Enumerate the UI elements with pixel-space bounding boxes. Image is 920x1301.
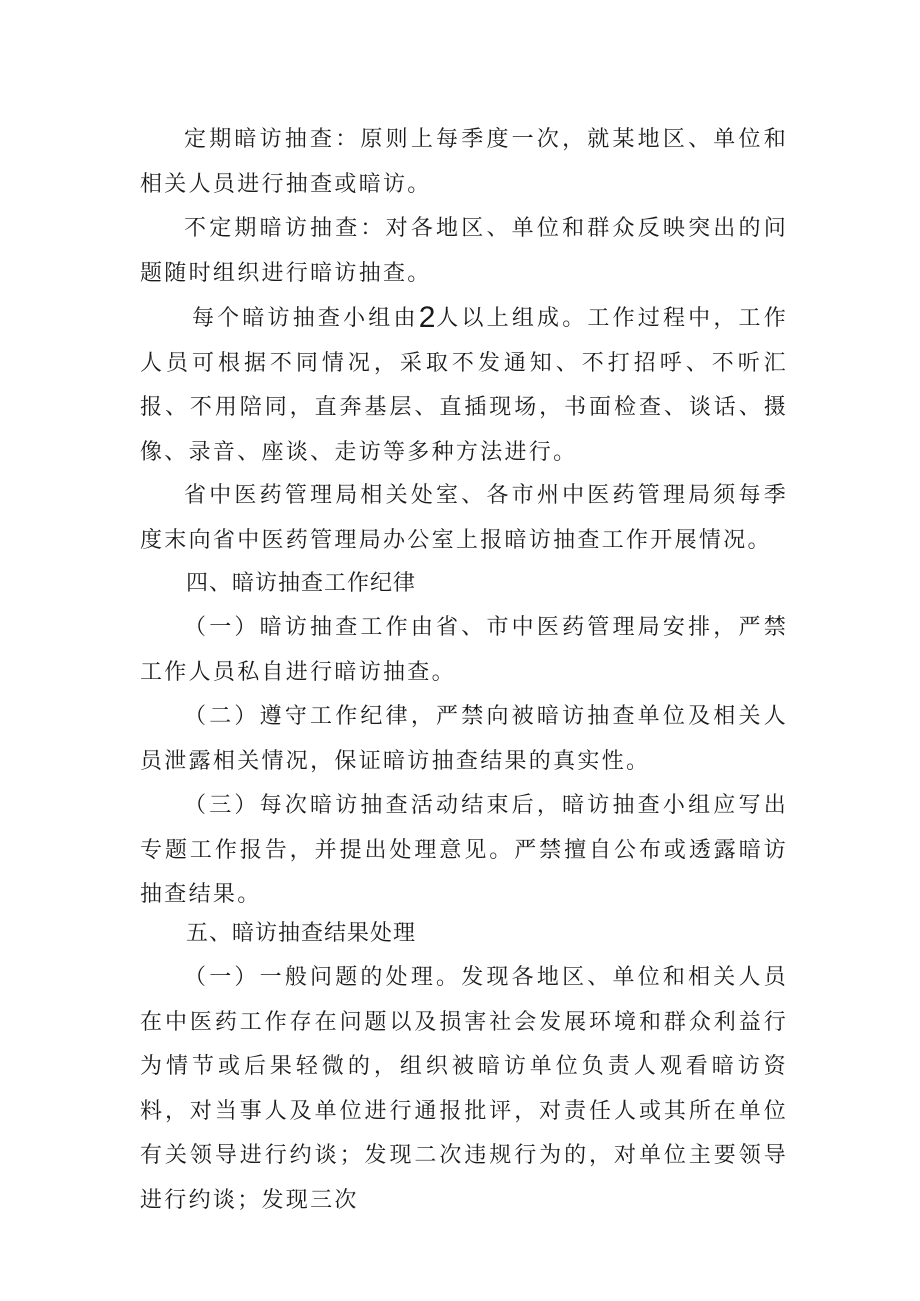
paragraph-inspection-team xyxy=(140,296,788,475)
team-size-number: 2 xyxy=(418,301,436,334)
paragraph-reporting: 省中医药管理局相关处室、各市州中医药管理局须每季度末向省中医药管理局办公室上报暗访抽查工作开展情况。 xyxy=(140,483,788,553)
paragraph-regular-inspection: 定期暗访抽查：原则上每季度一次，就某地区、单位和相关人员进行抽查或暗访。 xyxy=(140,127,788,197)
discipline-item-3: （三）每次暗访抽查活动结束后，暗访抽查小组应写出专题工作报告，并提出处理意见。严禁擅自公布或透露暗访抽查结果。 xyxy=(140,793,788,907)
discipline-item-2: （二）遵守工作纪律，严禁向被暗访抽查单位及相关人员泄露相关情况，保证暗访抽查结果的真实性。 xyxy=(140,704,788,774)
paragraph-irregular-inspection: 不定期暗访抽查：对各地区、单位和群众反映突出的问题随时组织进行暗访抽查。 xyxy=(140,216,788,286)
results-item-1: （一）一般问题的处理。发现各地区、单位和相关人员在中医药工作存在问题以及损害社会发展环境和群众利益行为情节或后果轻微的，组织被暗访单位负责人观看暗访资料，对当事人及单位进行通报批评，对责任人或其所在单位有关领导进行约谈；发现二次违规行为的，对单位主要领导进行约谈；发现三次 xyxy=(140,965,788,1213)
discipline-item-1: （一）暗访抽查工作由省、市中医药管理局安排，严禁工作人员私自进行暗访抽查。 xyxy=(140,615,788,685)
section-heading-results: 五、暗访抽查结果处理 xyxy=(186,921,417,946)
section-heading-discipline: 四、暗访抽查工作纪律 xyxy=(186,571,417,596)
team-text-after: 人以上组成。工作过程中，工作人员可根据不同情况，采取不发通知、不打招呼、不听汇报、不用陪同，直奔基层、直插现场，书面检查、谈话、摄像、录音、座谈、走访等多种方法进行。 xyxy=(140,306,788,465)
team-text-before: 每个暗访抽查小组由 xyxy=(192,306,419,331)
